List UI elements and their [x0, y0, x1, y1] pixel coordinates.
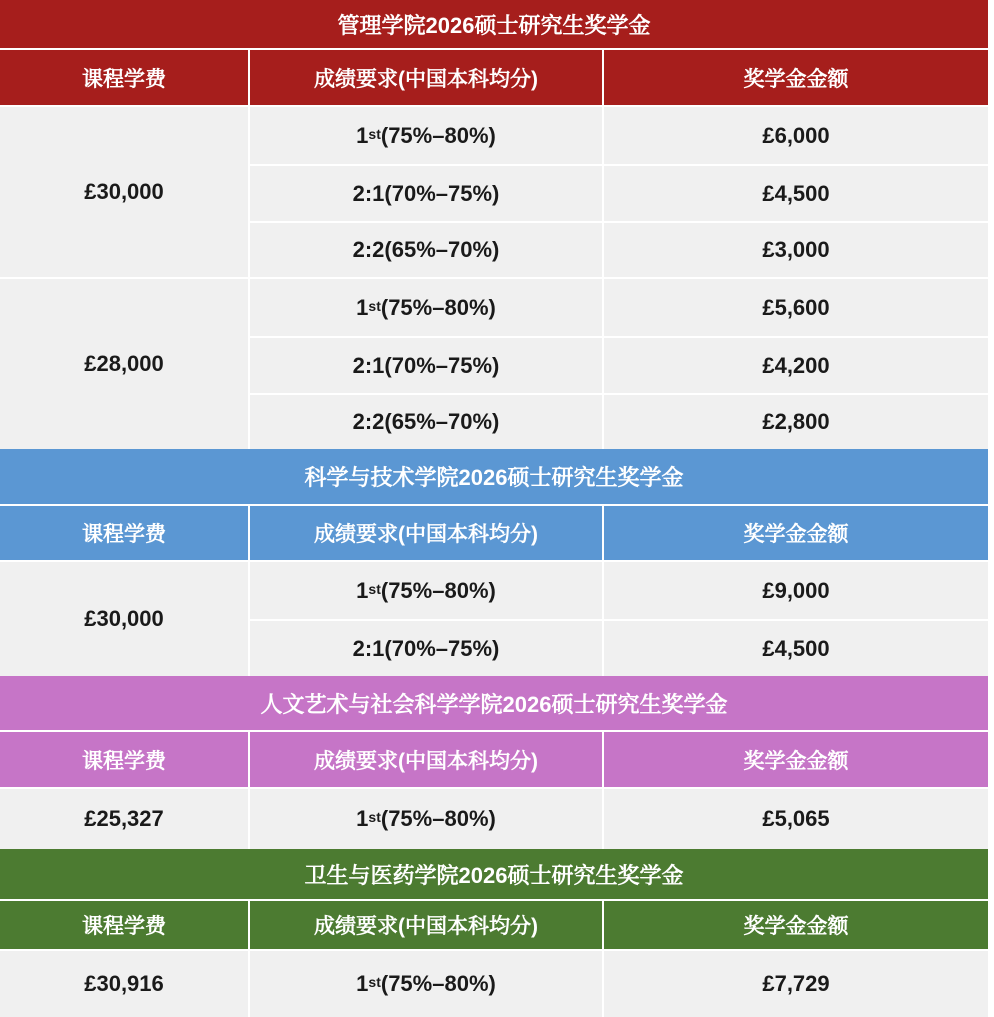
grade-requirement: [250, 619, 602, 676]
header-amount: 奖学金金额: [602, 732, 988, 787]
section-humanities-social-sciences: [0, 676, 988, 849]
grade: 2:1: [352, 352, 385, 378]
scholarship-amount: £5,600: [762, 294, 830, 320]
requirement-column: [248, 789, 602, 849]
grade-range: (75%–80%): [380, 577, 496, 603]
grade-requirement: [250, 393, 602, 449]
fee-group: [0, 949, 988, 1017]
requirement-column: [248, 951, 602, 1017]
grade: 1: [356, 577, 369, 603]
grade-range: (75%–80%): [380, 122, 496, 148]
course-fee: £28,000: [84, 351, 164, 376]
grade-range: (75%–80%): [380, 294, 496, 320]
course-fee: £30,000: [84, 606, 164, 631]
section-management: [0, 0, 988, 449]
table-header: [0, 504, 988, 560]
grade: 1: [356, 122, 369, 148]
header-requirement: 成绩要求(中国本科均分): [248, 50, 602, 105]
scholarship-amount: £5,065: [762, 806, 830, 831]
scholarship-amount: £4,500: [604, 619, 988, 676]
grade: 1: [356, 806, 369, 831]
grade-requirement: [250, 336, 602, 393]
header-fee: 课程学费: [82, 749, 166, 773]
grade: 2:1: [352, 635, 385, 661]
table-header: [0, 730, 988, 787]
fee-group: [0, 105, 988, 277]
grade-requirement: 1 $^{st}$ (75%–80%): [356, 122, 496, 148]
header-requirement: 成绩要求(中国本科均分): [248, 732, 602, 787]
grade-requirement: [250, 164, 602, 221]
amount-column: [602, 789, 988, 849]
requirement-column: [248, 562, 602, 676]
course-fee: £25,327: [84, 806, 164, 831]
grade-requirement: 1 $^{st}$ (75%–80%): [356, 971, 496, 996]
header-requirement: 成绩要求(中国本科均分): [248, 506, 602, 560]
scholarship-amount: £4,500: [604, 164, 988, 221]
header-requirement: 成绩要求(中国本科均分): [248, 901, 602, 949]
course-fee: £30,916: [84, 971, 164, 996]
header-fee: 课程学费: [82, 67, 166, 91]
grade-range: (75%–80%): [380, 971, 496, 996]
header-amount: 奖学金金额: [602, 506, 988, 560]
scholarship-amount: £2,800: [604, 393, 988, 449]
section-health-medicine: [0, 849, 988, 1017]
amount-column: [602, 951, 988, 1017]
grade: 2:1: [352, 180, 385, 206]
amount-column: [602, 562, 988, 676]
amount-column: [602, 279, 988, 449]
requirement-column: [248, 279, 602, 449]
fee-group: [0, 560, 988, 676]
fee-group: [0, 277, 988, 449]
requirement-column: [248, 107, 602, 277]
scholarship-amount: £9,000: [762, 577, 830, 603]
grade-range: (70%–75%): [384, 635, 500, 661]
header-fee: 课程学费: [82, 915, 166, 938]
grade-range: (65%–70%): [384, 237, 500, 262]
grade-requirement: 1 $^{st}$ (75%–80%): [356, 577, 496, 603]
grade: 1: [356, 971, 369, 996]
grade-requirement: 1 $^{st}$ (75%–80%): [356, 806, 496, 831]
table-header: [0, 899, 988, 949]
scholarship-amount: £7,729: [762, 971, 830, 996]
fee-group: [0, 787, 988, 849]
course-fee: £30,000: [84, 179, 164, 204]
grade-range: (70%–75%): [384, 352, 500, 378]
section-title: 人文艺术与社会科学学院2026硕士研究生奖学金: [0, 676, 988, 730]
grade-requirement: [250, 221, 602, 277]
header-amount: 奖学金金额: [602, 50, 988, 105]
grade-requirement: 1 $^{st}$ (75%–80%): [356, 294, 496, 320]
header-fee: 课程学费: [82, 523, 166, 546]
grade: 2:2: [352, 409, 385, 434]
grade: 1: [356, 294, 369, 320]
section-science-technology: [0, 449, 988, 676]
grade-range: (75%–80%): [380, 806, 496, 831]
scholarship-amount: £4,200: [604, 336, 988, 393]
header-amount: 奖学金金额: [602, 901, 988, 949]
grade-range: (65%–70%): [384, 409, 500, 434]
section-title: 科学与技术学院2026硕士研究生奖学金: [0, 449, 988, 504]
scholarship-amount: £6,000: [762, 122, 830, 148]
scholarship-amount: £3,000: [604, 221, 988, 277]
grade-range: (70%–75%): [384, 180, 500, 206]
section-title: 卫生与医药学院2026硕士研究生奖学金: [0, 849, 988, 899]
grade: 2:2: [352, 237, 385, 262]
amount-column: [602, 107, 988, 277]
section-title: 管理学院2026硕士研究生奖学金: [0, 0, 988, 48]
table-header: [0, 48, 988, 105]
